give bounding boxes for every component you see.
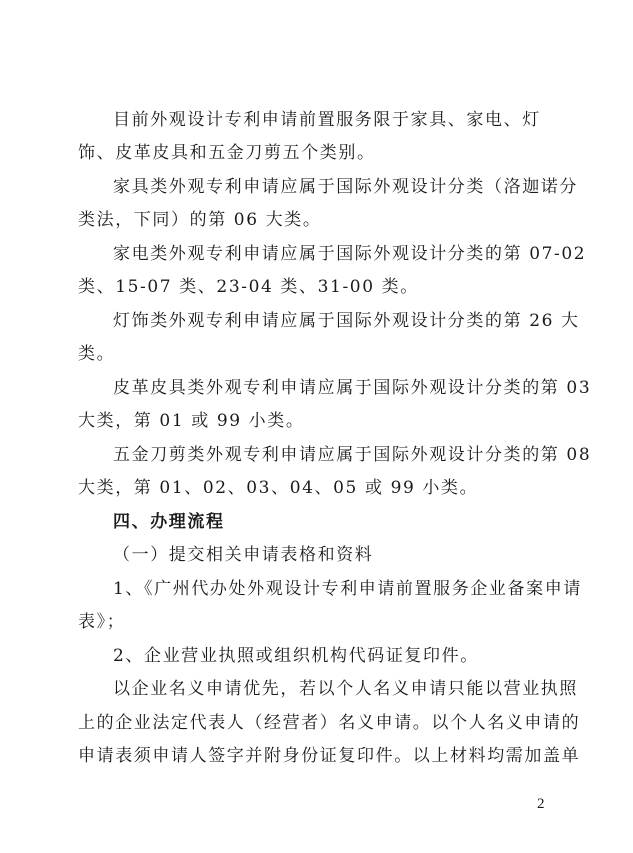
text-line: 五金刀剪类外观专利申请应属于国际外观设计分类的第 08 [113, 445, 592, 465]
text-line: 类法，下同）的第 06 大类。 [78, 210, 322, 230]
text-line: 目前外观设计专利申请前置服务限于家具、家电、灯 [113, 110, 541, 130]
text-line: 大类，第 01、02、03、04、05 或 99 小类。 [78, 478, 479, 498]
text-line: 上的企业法定代表人（经营者）名义申请。以个人名义申请的 [78, 713, 581, 733]
text-line: 家具类外观专利申请应属于国际外观设计分类（洛迦诺分 [113, 177, 578, 197]
text-line: 申请表须申请人签字并附身份证复印件。以上材料均需加盖单 [78, 746, 581, 766]
section-heading: 四、办理流程 [113, 512, 225, 532]
page-number: 2 [537, 796, 545, 812]
text-line: 大类，第 01 或 99 小类。 [78, 411, 305, 431]
text-line: 灯饰类外观专利申请应属于国际外观设计分类的第 26 大 [113, 311, 580, 331]
text-line: 类、15-07 类、23-04 类、31-00 类。 [78, 277, 419, 297]
text-line: 饰、皮革皮具和五金刀剪五个类别。 [78, 143, 376, 163]
text-line: 以企业名义申请优先，若以个人名义申请只能以营业执照 [113, 679, 578, 699]
text-line: 1、《广州代办处外观设计专利申请前置服务企业备案申请 [113, 579, 582, 599]
text-line: 2、企业营业执照或组织机构代码证复印件。 [113, 646, 479, 666]
text-line: 家电类外观专利申请应属于国际外观设计分类的第 07-02 [113, 244, 587, 264]
subsection-heading: （一）提交相关申请表格和资料 [113, 545, 374, 565]
text-line: 表》； [78, 612, 126, 632]
text-line: 类。 [78, 344, 116, 364]
text-line: 皮革皮具类外观专利申请应属于国际外观设计分类的第 03 [113, 378, 592, 398]
